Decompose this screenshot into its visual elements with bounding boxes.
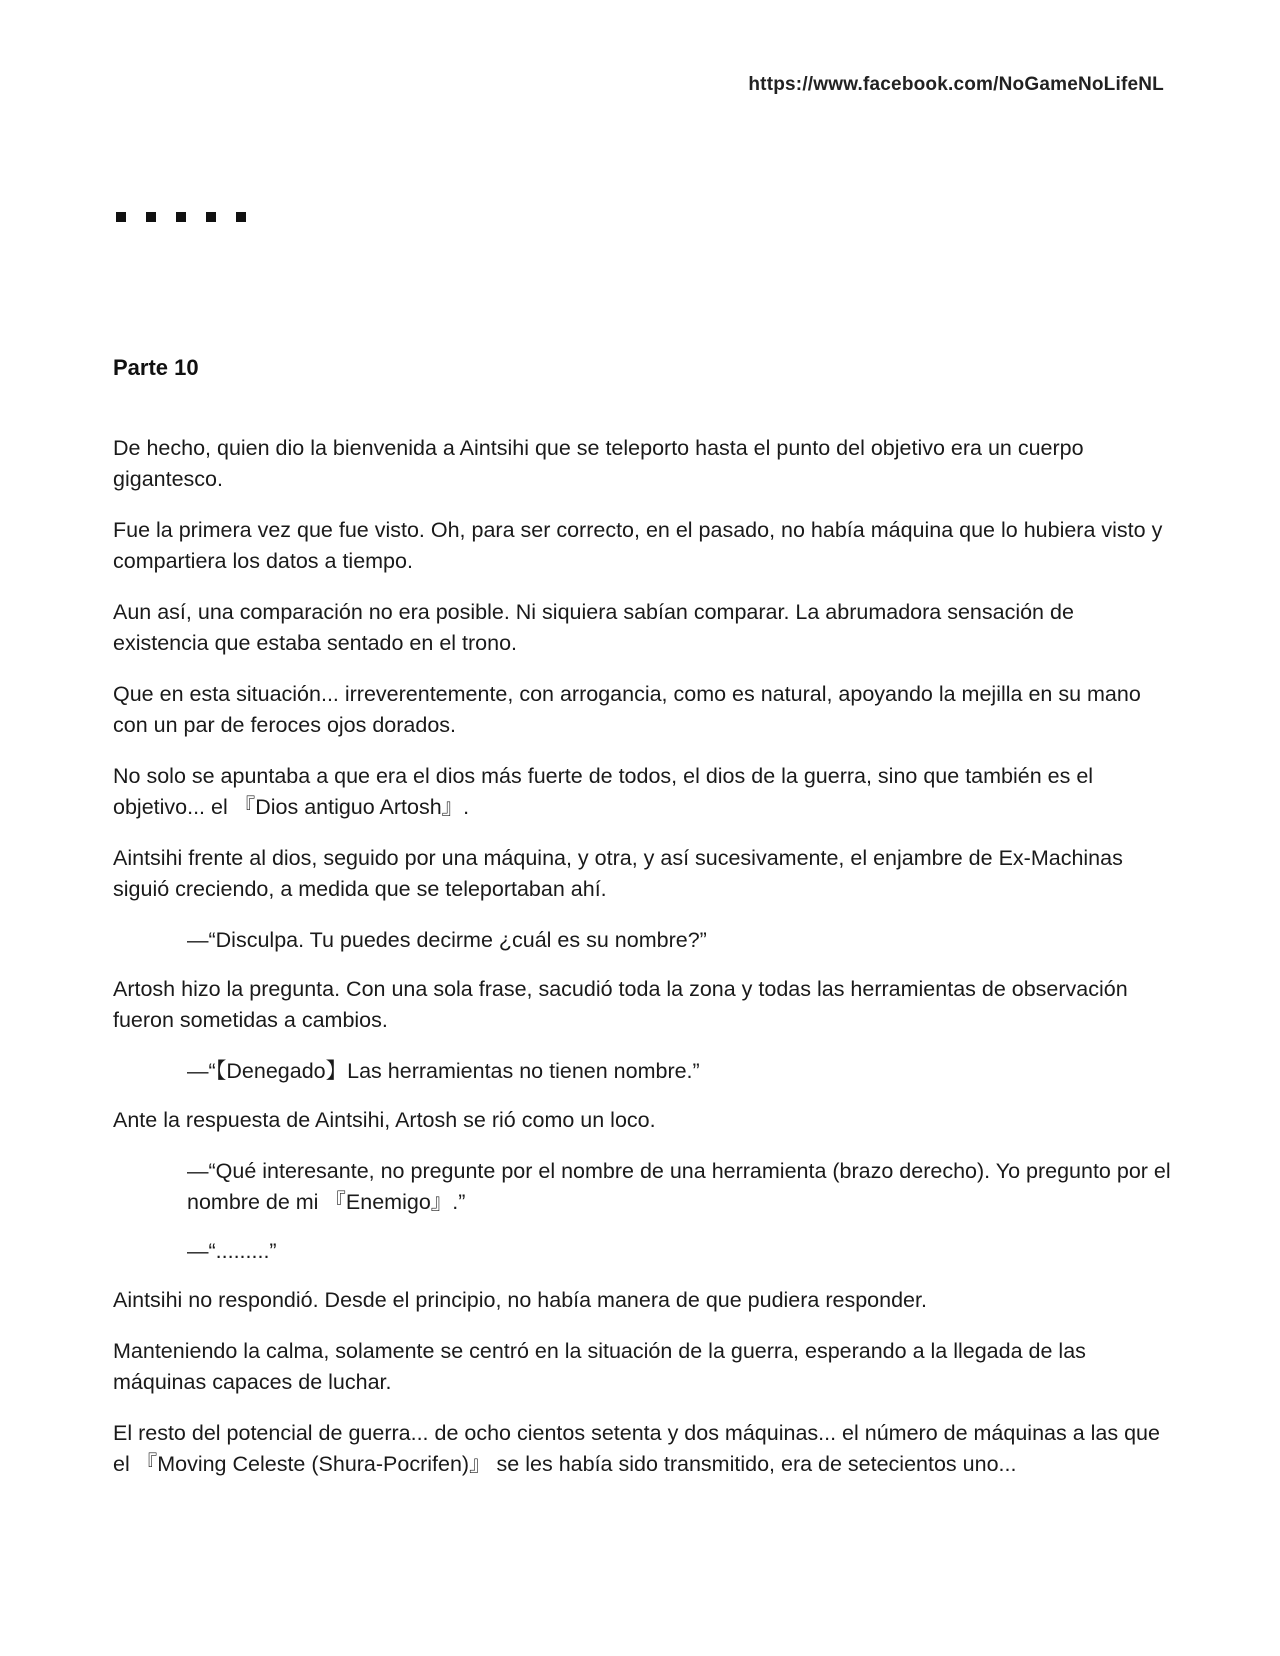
chapter-body — [113, 433, 1173, 1500]
dialogue-line: —“Qué interesante, no pregunte por el nombre de una herramienta (brazo derecho). Yo pregunto por el nombre de mi 『Enemigo』.” — [187, 1159, 1171, 1214]
header-url: https://www.facebook.com/NoGameNoLifeNL — [748, 74, 1164, 95]
dialogue-line: —“【Denegado】Las herramientas no tienen nombre.” — [187, 1059, 700, 1083]
paragraph: Aintsihi no respondió. Desde el principio, no había manera de que pudiera responder. — [113, 1288, 927, 1312]
chapter-heading: Parte 10 — [113, 355, 199, 380]
separator-square — [206, 212, 216, 222]
paragraph: Ante la respuesta de Aintsihi, Artosh se rió como un loco. — [113, 1108, 656, 1132]
paragraph: El resto del potencial de guerra... de ocho cientos setenta y dos máquinas... el número de máquinas a las que el 『Moving Celeste (Shura-Pocrifen)』 se les había sido transmitido, era de setecientos uno... — [113, 1421, 1160, 1476]
paragraph: Aun así, una comparación no era posible. Ni siquiera sabían comparar. La abrumadora sensación de existencia que estaba sentado en el trono. — [113, 600, 1074, 655]
dialogue-line: —“Disculpa. Tu puedes decirme ¿cuál es su nombre?” — [187, 928, 707, 952]
paragraph: De hecho, quien dio la bienvenida a Aintsihi que se teleporto hasta el punto del objetivo era un cuerpo gigantesco. — [113, 436, 1084, 491]
section-separator — [116, 212, 246, 222]
paragraph: Artosh hizo la pregunta. Con una sola frase, sacudió toda la zona y todas las herramientas de observación fueron sometidas a cambios. — [113, 977, 1128, 1032]
separator-square — [176, 212, 186, 222]
paragraph: Manteniendo la calma, solamente se centró en la situación de la guerra, esperando a la llegada de las máquinas capaces de luchar. — [113, 1339, 1086, 1394]
separator-square — [146, 212, 156, 222]
paragraph: Aintsihi frente al dios, seguido por una máquina, y otra, y así sucesivamente, el enjambre de Ex-Machinas siguió creciendo, a medida que se teleportaban ahí. — [113, 846, 1123, 901]
paragraph: Que en esta situación... irreverentemente, con arrogancia, como es natural, apoyando la mejilla en su mano con un par de feroces ojos dorados. — [113, 682, 1141, 737]
paragraph: No solo se apuntaba a que era el dios más fuerte de todos, el dios de la guerra, sino que también es el objetivo... el 『Dios antiguo Artosh』. — [113, 764, 1094, 819]
separator-square — [236, 212, 246, 222]
separator-square — [116, 212, 126, 222]
dialogue-line: —“.........” — [187, 1239, 277, 1263]
paragraph: Fue la primera vez que fue visto. Oh, para ser correcto, en el pasado, no había máquina que lo hubiera visto y compartiera los datos a tiempo. — [113, 518, 1163, 573]
